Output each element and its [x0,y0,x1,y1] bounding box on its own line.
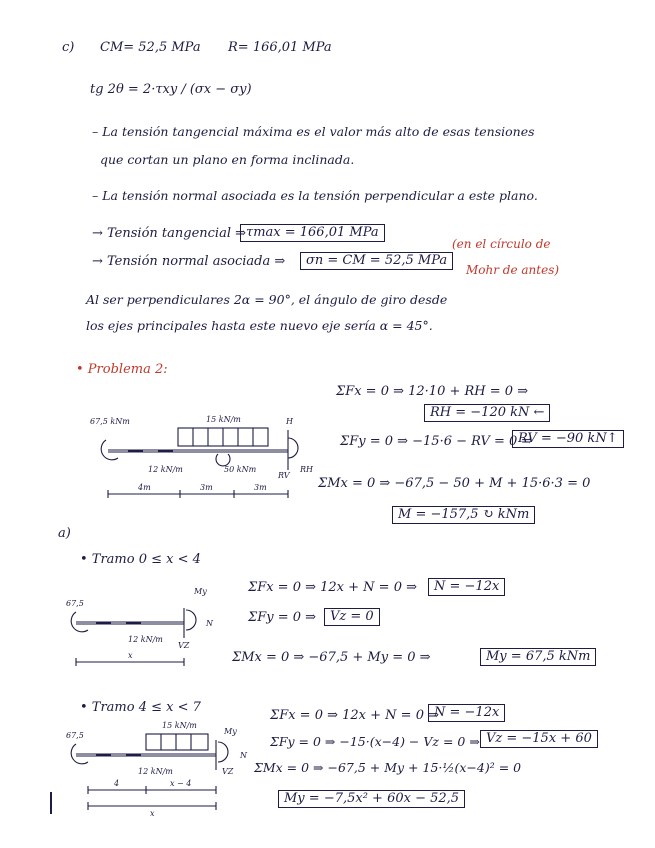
rv-result-box: RV = −90 kN↑ [512,430,624,448]
problem-2-title: • Problema 2: [76,362,168,377]
t2-label-d1: 4 [114,779,120,788]
perpendicular-line1: Al ser perpendiculares 2α = 90°, el ángulo de giro desde [86,292,448,307]
section-c-label: c) [62,40,75,55]
t2-sum-m: ΣMx = 0 ⇒ −67,5 + My + 15·½(x−4)² = 0 [254,760,522,775]
t2-sum-fy: ΣFy = 0 ⇒ −15·(x−4) − Vz = 0 ⇒ [270,734,480,749]
tramo1-diagram [66,582,226,672]
t2-label-moment: 67,5 [66,731,84,740]
bullet-tangential-a: – La tensión tangencial máxima es el valor más alto de esas tensiones [92,124,535,139]
t1-label-vz: VZ [178,641,190,650]
reaction-moment-arrow [288,438,298,458]
part-a-label: a) [58,526,71,541]
beam-diagram [88,410,318,510]
normal-label: → Tensión normal asociada ⇒ [92,254,286,269]
t2-my-box: My = −7,5x² + 60x − 52,5 [278,790,465,808]
tramo2-title: • Tramo 4 ≤ x < 7 [80,700,201,715]
t2-label-load: 12 kN/m [138,767,173,776]
sum-fx-equation: ΣFx = 0 ⇒ 12·10 + RH = 0 ⇒ [336,384,529,399]
label-rh: RH [300,465,313,474]
t1-label-my: My [194,587,207,596]
t1-sum-fy: ΣFy = 0 ⇒ [248,610,317,625]
t1-label-n: N [206,619,213,628]
t1-my-box: My = 67,5 kNm [480,648,596,666]
t1-label-moment: 67,5 [66,599,84,608]
t1-sum-fx: ΣFx = 0 ⇒ 12x + N = 0 ⇒ [248,580,417,595]
t2-label-x: x [150,809,155,818]
tangential-result-box: τmax = 166,01 MPa [240,224,385,242]
sum-m-equation: ΣMx = 0 ⇒ −67,5 − 50 + M + 15·6·3 = 0 [318,476,591,491]
label-d1: 4m [138,483,151,492]
label-dist-load: 15 kN/m [206,415,241,424]
mohr-note-line1: (en el círculo de [452,237,551,251]
normal-result-box: σn = CM = 52,5 MPa [300,252,453,270]
t2-vz-box: Vz = −15x + 60 [480,730,598,748]
label-d3: 3m [254,483,267,492]
bullet-normal: – La tensión normal asociada es la tensión perpendicular a este plano. [92,188,538,203]
t2-label-vz: VZ [222,767,234,776]
t1-label-x: x [128,651,133,660]
t2-n-box: N = −12x [428,704,505,722]
bullet-tangential-b: que cortan un plano en forma inclinada. [100,152,355,167]
label-moment-left: 67,5 kNm [90,417,130,426]
sum-fy-equation: ΣFy = 0 ⇒ −15·6 − RV = 0 ⇒ [340,434,533,449]
tramo2-diagram [66,718,256,818]
t1-vz-box: Vz = 0 [324,608,380,626]
t2-label-n: N [240,751,247,760]
t2-label-dist-load: 15 kN/m [162,721,197,730]
label-h: H [286,417,293,426]
t2-label-my: My [224,727,237,736]
t1-label-load: 12 kN/m [128,635,163,644]
tangential-label: → Tensión tangencial ⇒ [92,226,247,241]
t2-sum-fx: ΣFx = 0 ⇒ 12x + N = 0 ⇒ [270,708,439,723]
label-axial-load: 12 kN/m [148,465,183,474]
moment-result-box: M = −157,5 ↻ kNm [392,506,535,524]
rh-result-box: RH = −120 kN ← [424,404,550,422]
r-value: R= 166,01 MPa [228,40,332,55]
t2-label-d2: x − 4 [170,779,192,788]
mohr-note-line2: Mohr de antes) [466,263,560,277]
cm-value: CM= 52,5 MPa [100,40,201,55]
margin-mark [50,792,52,814]
label-point-moment: 50 kNm [224,465,257,474]
label-d2: 3m [200,483,213,492]
t1-n-box: N = −12x [428,578,505,596]
tramo1-title: • Tramo 0 ≤ x < 4 [80,552,201,567]
tan-formula: tg 2θ = 2·τxy / (σx − σy) [90,82,252,97]
label-rv: RV [278,471,290,480]
t1-sum-m: ΣMx = 0 ⇒ −67,5 + My = 0 ⇒ [232,650,431,665]
perpendicular-line2: los ejes principales hasta este nuevo eje sería α = 45°. [86,318,433,333]
